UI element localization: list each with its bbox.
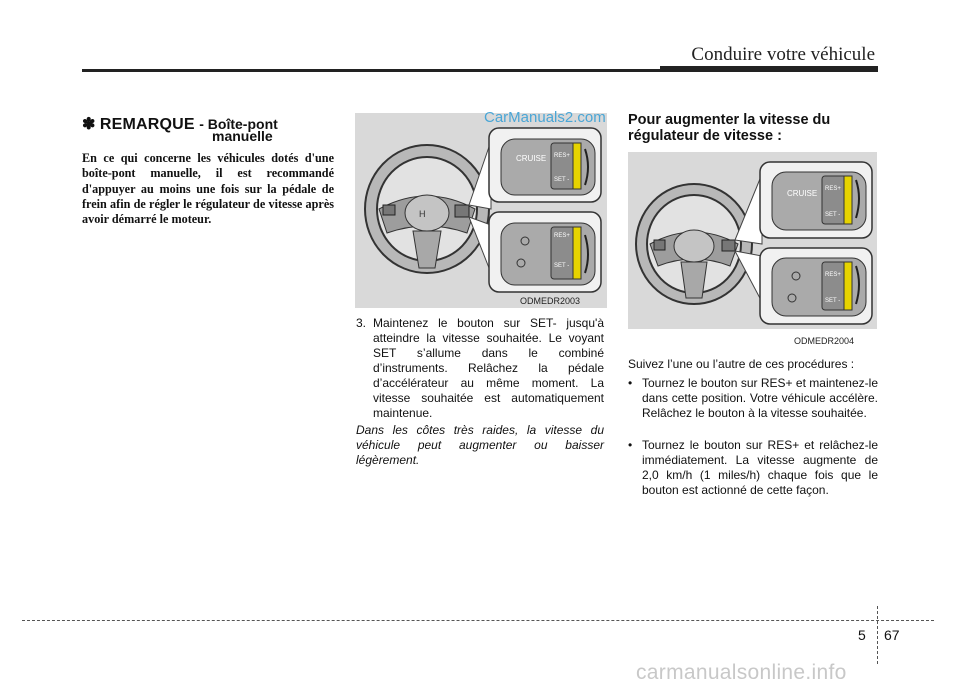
cruise-label-fig1: CRUISE: [516, 154, 547, 163]
step-3: [356, 316, 604, 421]
footer-rule: [22, 620, 934, 621]
res-label-fig1-lower: RES+: [554, 233, 570, 239]
set-label-fig2-lower: SET -: [825, 298, 841, 304]
bullet-icon: •: [628, 438, 633, 452]
note-star-icon: ✽: [82, 116, 96, 133]
step-3-number: 3.: [356, 316, 367, 330]
note-subtitle: - Boîte-pont: [199, 116, 278, 132]
note-subtitle-line2: manuelle: [212, 128, 273, 144]
bullet-text: Tournez le bouton sur RES+ et maintenez-le dans cette position. Votre véhicule accélère. Relâchez le bouton à la vitesse souhaitée.: [642, 376, 878, 420]
res-label-fig2-lower: RES+: [825, 272, 841, 278]
bullet-icon: •: [628, 376, 633, 390]
footer-divider: [877, 606, 878, 664]
figure2-code: ODMEDR2004: [794, 336, 855, 346]
svg-text:H: H: [419, 209, 426, 219]
page-number: 67: [884, 627, 900, 643]
set-label-fig1-lower: SET -: [554, 263, 570, 269]
step-3-text: Maintenez le bouton sur SET- jusqu'à atteindre la vitesse souhaitée. Le voyant SET s’allume dans le combiné d’instruments. Relâchez la pédale d’accélérateur au même moment. La vitesse souhaitée est automatiquement maintenue.: [373, 316, 604, 420]
procedure-intro: Suivez l’une ou l’autre de ces procédures :: [628, 357, 855, 371]
figure1-code: ODMEDR2003: [520, 296, 581, 306]
chapter-number: 5: [858, 627, 866, 643]
page-header-title: Conduire votre véhicule: [691, 44, 875, 65]
header-rule-accent: [660, 66, 878, 72]
note-body: En ce qui concerne les véhicules dotés d'une boîte-pont manuelle, il est recommandé d'appuyer au moins une fois sur la pédale de frein afin de régler le régulateur de vitesse après avoir démarré le moteur.: [82, 151, 334, 227]
res-label-fig2: RES+: [825, 186, 841, 192]
steering-wheel-illustration-2: [628, 152, 877, 329]
set-label-fig1: SET -: [554, 177, 570, 183]
steering-wheel-figure-set: [355, 113, 607, 308]
section-title: Pour augmenter la vitesse du régulateur de vitesse :: [628, 112, 831, 144]
steering-wheel-illustration: [355, 113, 607, 308]
list-item: [628, 376, 878, 421]
step-3-note: Dans les côtes très raides, la vitesse du véhicule peut augmenter ou baisser légèrement.: [356, 423, 604, 467]
note-label: REMARQUE: [99, 116, 195, 133]
set-label-fig2: SET -: [825, 212, 841, 218]
res-label-fig1: RES+: [554, 153, 570, 159]
list-item: [628, 438, 878, 498]
footer-watermark: carmanualsonline.info: [636, 661, 847, 684]
bullet-text: Tournez le bouton sur RES+ et relâchez-le immédiatement. La vitesse augmente de 2,0 km/h (1 miles/h) chaque fois que le bouton est actionné de cette façon.: [642, 438, 878, 497]
steering-wheel-figure-res: [628, 152, 877, 329]
figure-watermark: CarManuals2.com: [484, 109, 606, 126]
cruise-label-fig2: CRUISE: [787, 189, 818, 198]
